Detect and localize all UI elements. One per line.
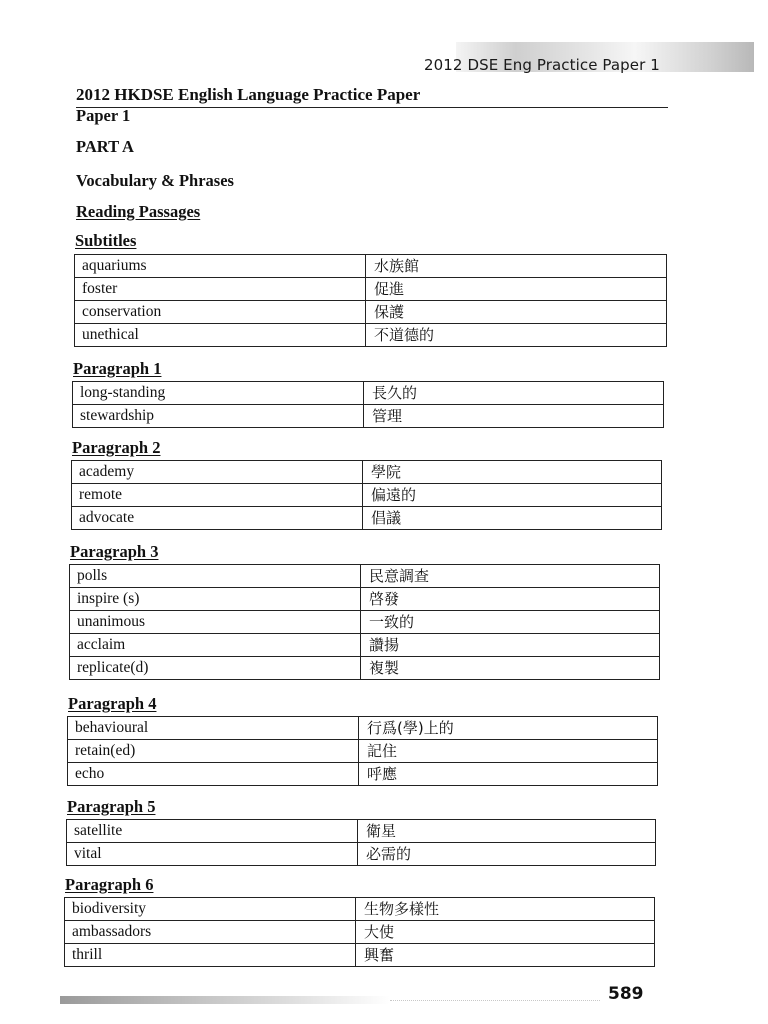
vocab-table-paragraph-6 xyxy=(64,897,655,967)
table-row xyxy=(75,301,667,324)
table-row xyxy=(68,763,658,786)
title-divider xyxy=(76,107,668,108)
table-row xyxy=(65,944,655,967)
chinese-translation: 大使 xyxy=(356,921,655,944)
vocab-table-paragraph-4 xyxy=(67,716,658,786)
english-term: stewardship xyxy=(73,405,364,428)
topic-label: Vocabulary & Phrases xyxy=(76,171,234,190)
table-row xyxy=(67,820,656,843)
chinese-translation: 讚揚 xyxy=(361,634,660,657)
chinese-translation: 興奮 xyxy=(356,944,655,967)
english-term: foster xyxy=(75,278,366,301)
english-term: aquariums xyxy=(75,255,366,278)
group-heading-subtitles: Subtitles xyxy=(75,231,137,250)
chinese-translation: 偏遠的 xyxy=(363,484,662,507)
english-term: replicate(d) xyxy=(70,657,361,680)
paper-label: Paper 1 xyxy=(76,106,131,125)
english-term: advocate xyxy=(72,507,363,530)
footer-divider xyxy=(390,1000,600,1001)
english-term: vital xyxy=(67,843,358,866)
english-term: remote xyxy=(72,484,363,507)
group-heading-paragraph-3: Paragraph 3 xyxy=(70,542,159,561)
english-term: behavioural xyxy=(68,717,359,740)
chinese-translation: 不道德的 xyxy=(366,324,667,347)
english-term: ambassadors xyxy=(65,921,356,944)
english-term: long-standing xyxy=(73,382,364,405)
vocab-table-paragraph-1 xyxy=(72,381,664,428)
english-term: thrill xyxy=(65,944,356,967)
english-term: inspire (s) xyxy=(70,588,361,611)
part-label: PART A xyxy=(76,137,134,156)
chinese-translation: 長久的 xyxy=(364,382,664,405)
english-term: satellite xyxy=(67,820,358,843)
chinese-translation: 民意調查 xyxy=(361,565,660,588)
table-row xyxy=(70,565,660,588)
vocab-table-subtitles xyxy=(74,254,667,347)
group-heading-paragraph-1: Paragraph 1 xyxy=(73,359,162,378)
group-heading-paragraph-4: Paragraph 4 xyxy=(68,694,157,713)
chinese-translation: 促進 xyxy=(366,278,667,301)
english-term: unanimous xyxy=(70,611,361,634)
table-row xyxy=(65,921,655,944)
table-row xyxy=(73,405,664,428)
table-row xyxy=(75,255,667,278)
english-term: retain(ed) xyxy=(68,740,359,763)
english-term: unethical xyxy=(75,324,366,347)
vocab-table-paragraph-2 xyxy=(71,460,662,530)
chinese-translation: 呼應 xyxy=(359,763,658,786)
table-row xyxy=(73,382,664,405)
english-term: biodiversity xyxy=(65,898,356,921)
english-term: acclaim xyxy=(70,634,361,657)
running-header: 2012 DSE Eng Practice Paper 1 xyxy=(424,56,660,74)
english-term: academy xyxy=(72,461,363,484)
table-row xyxy=(68,717,658,740)
table-row xyxy=(67,843,656,866)
group-heading-paragraph-6: Paragraph 6 xyxy=(65,875,154,894)
section-label: Reading Passages xyxy=(76,202,201,221)
chinese-translation: 啓發 xyxy=(361,588,660,611)
group-heading-paragraph-5: Paragraph 5 xyxy=(67,797,156,816)
table-row xyxy=(70,588,660,611)
chinese-translation: 水族館 xyxy=(366,255,667,278)
chinese-translation: 必需的 xyxy=(358,843,656,866)
vocab-table-paragraph-5 xyxy=(66,819,656,866)
chinese-translation: 倡議 xyxy=(363,507,662,530)
table-row xyxy=(70,611,660,634)
chinese-translation: 一致的 xyxy=(361,611,660,634)
chinese-translation: 記住 xyxy=(359,740,658,763)
table-row xyxy=(72,507,662,530)
table-row xyxy=(72,461,662,484)
table-row xyxy=(72,484,662,507)
page-title: 2012 HKDSE English Language Practice Paper xyxy=(76,85,421,104)
english-term: echo xyxy=(68,763,359,786)
table-row xyxy=(75,278,667,301)
table-row xyxy=(68,740,658,763)
footer-shading xyxy=(60,996,390,1004)
english-term: polls xyxy=(70,565,361,588)
page-number: 589 xyxy=(608,984,644,1004)
chinese-translation: 複製 xyxy=(361,657,660,680)
vocab-table-paragraph-3 xyxy=(69,564,660,680)
group-heading-paragraph-2: Paragraph 2 xyxy=(72,438,161,457)
chinese-translation: 行爲(學)上的 xyxy=(359,717,658,740)
chinese-translation: 保護 xyxy=(366,301,667,324)
chinese-translation: 生物多樣性 xyxy=(356,898,655,921)
table-row xyxy=(65,898,655,921)
table-row xyxy=(75,324,667,347)
chinese-translation: 衛星 xyxy=(358,820,656,843)
chinese-translation: 學院 xyxy=(363,461,662,484)
chinese-translation: 管理 xyxy=(364,405,664,428)
english-term: conservation xyxy=(75,301,366,324)
table-row xyxy=(70,657,660,680)
table-row xyxy=(70,634,660,657)
